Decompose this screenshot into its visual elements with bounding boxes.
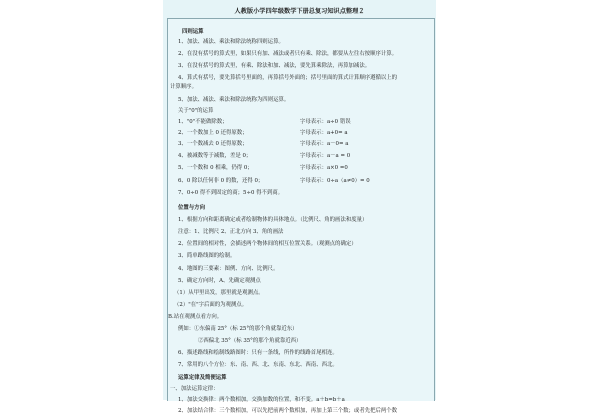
document-title: 人教版小学四年级数学下册总复习知识点整理２ [234,8,365,15]
section-heading: 位置与方向 [178,205,205,211]
zero-rule: 6、0 除以任何非 0 的数，还得 0； [178,178,264,184]
text-line: 1、根据方向和距离确定或者绘制物体的具体地点。（比例尺、角的画法和度量） [178,217,368,223]
zero-rule: 1、"0"不能做除数； [178,119,228,125]
subheading: 关于"0"的运算 [178,108,214,114]
zero-rule: 3、一个数减去 0 还得原数； [178,141,248,147]
text-line: （2）"在"字后面的为观测点。 [174,302,248,308]
zero-formula: 字母表示：a×0 =0 [300,165,348,171]
section-heading: 运算定律及简便运算 [178,375,227,381]
text-line: 2、在没有括号的算式里，如果只有加、减法或者只有乘、除法，都要从左往右按顺序计算。 [178,51,398,57]
text-line: 计算顺序。 [170,84,197,90]
text-line: 1、加法交换律：两个数相加，交换加数的位置，和不变。a＋b=b＋a [178,397,345,403]
text-line: 2、位置间的相对性，会描述两个物体间的相互位置关系。（观测点的确定） [178,241,357,247]
text-line: 1、加法、减法、乘法和除法统称四则运算。 [178,39,284,45]
text-line: B.站在观测点看方向。 [168,314,223,320]
text-line: 3、简单路线图的绘制。 [178,253,236,259]
content-box [167,18,435,414]
zero-rule: 5、一个数和 0 相乘，仍得 0； [178,165,253,171]
text-line: 7、0÷0 得不到固定的商；5÷0 得不到商。 [178,190,284,196]
text-line: （1）从甲里出发，那里就是观测点。 [174,290,264,296]
text-line: 5、加法、减法、乘法和除法统称为四则运算。 [178,97,290,103]
section-heading: 四则运算 [182,29,204,35]
document-page [163,0,436,414]
text-line: 一、加法运算定律： [170,386,219,392]
text-line: 4、算式有括号，要先算括号里面的，再算括号外面的；括号里面的算式计算顺序遵循以上的 [178,75,398,81]
text-line: 7、常用的八个方位：东、南、西、北、东南、东北、西南、西北。 [178,362,338,368]
zero-formula: 字母表示：0÷a（a≠0）= 0 [300,178,370,184]
text-line: 6、描述路线和绘制线路图时：只有一条线，所作的线路首尾相连。 [178,350,338,356]
text-line: ②西偏北 35°（标 35°的那个角就靠近西） [198,338,302,344]
zero-formula: 字母表示：a÷0 错误 [300,119,351,125]
zero-formula: 字母表示：a+0= a [300,130,348,136]
text-line: 例如：①东偏南 25°（标 25°的那个角就靠近东） [178,326,298,332]
text-line: 5、确定方向时，A、先确定观测点 [178,278,261,284]
zero-formula: 字母表示：a－0= a [300,141,349,147]
zero-rule: 4、被减数等于减数，差是 0； [178,153,252,159]
text-line: 2、加法结合律：三个数相加，可以先把前两个数相加，再加上第三个数；或者先把后两个数 [178,408,398,414]
zero-rule: 2、一个数加上 0 还得原数； [178,130,248,136]
text-line: 3、在没有括号的算式里，有乘、除法和加、减法，要先算乘除法，再算加减法。 [178,63,371,69]
zero-formula: 字母表示：a－a = 0 [300,153,351,159]
text-line: 4、地图的三要素：图例、方向、比例尺。 [178,266,279,272]
text-line: 注意：1、比例尺 2、正北方向 3、角的画法 [178,229,284,235]
